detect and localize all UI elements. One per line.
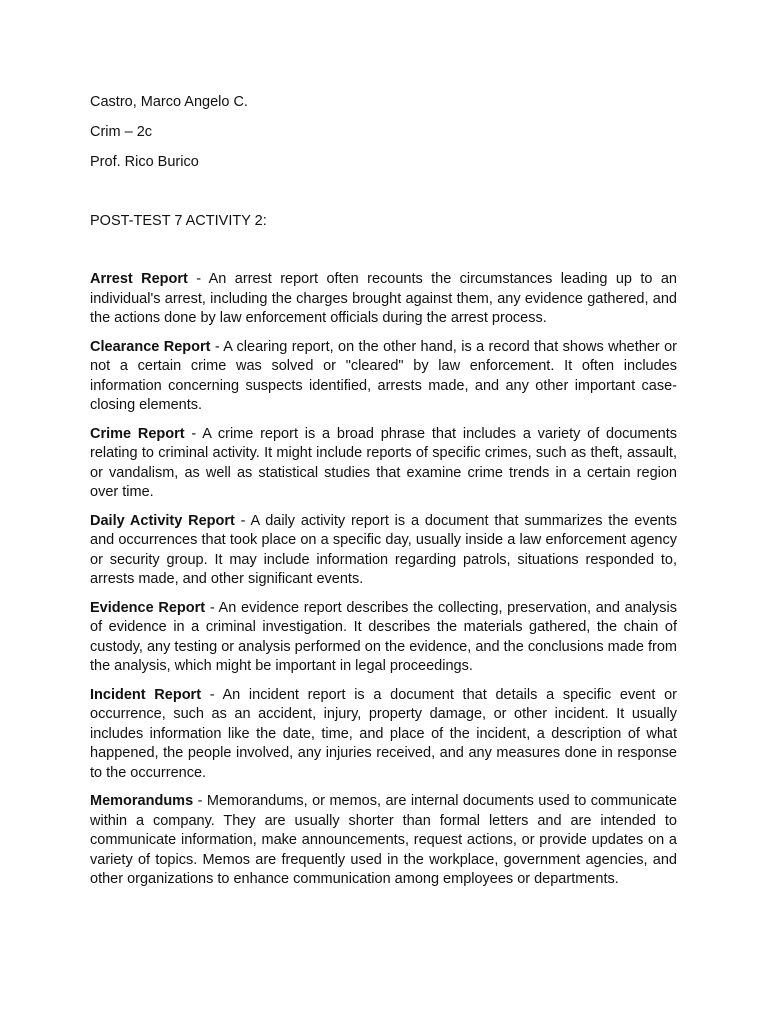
entry-term: Incident Report bbox=[90, 686, 202, 703]
entry-definition: - Memorandums, or memos, are internal documents used to communicate within a company. They are usually shorter than formal letters and are intended to communicate information, make announcements, request actions, or provide updates on a variety of topics. Memos are frequently used in the workplace, government agencies, and other organizations to enhance communication among employees or departments. bbox=[90, 793, 677, 887]
entry-definition: - An evidence report describes the collecting, preservation, and analysis of evidence in a criminal investigation. It describes the materials gathered, the chain of custody, any testing or analysis performed on the evidence, and the conclusions made from the analysis, which might be important in legal proceedings. bbox=[90, 599, 678, 674]
entry-definition: - A daily activity report is a document that summarizes the events and occurrences that took place on a specific day, usually inside a law enforcement agency or security group. It may include information regarding patrols, situations responded to, arrests made, and other significant events. bbox=[90, 512, 677, 587]
definition-entry-daily-activity-report bbox=[90, 512, 677, 590]
entry-definition: - An arrest report often recounts the circumstances leading up to an individual's arrest, including the charges brought against them, any evidence gathered, and the actions done by law enforcement officials during the arrest process. bbox=[90, 271, 677, 326]
definition-entry-evidence-report bbox=[90, 599, 677, 677]
definition-entry-clearance-report bbox=[90, 338, 677, 416]
entry-term: Clearance Report bbox=[90, 338, 211, 355]
definitions-list bbox=[90, 270, 677, 899]
definition-entry-arrest-report bbox=[90, 270, 677, 329]
student-name: Castro, Marco Angelo C. bbox=[90, 94, 248, 110]
entry-term: Arrest Report bbox=[90, 271, 188, 287]
entry-definition: - A clearing report, on the other hand, is a record that shows whether or not a certain crime was solved or "cleared" by law enforcement. It often includes information concerning suspects identified, arrests made, and any other important case-closing elements. bbox=[90, 338, 677, 413]
definition-entry-incident-report bbox=[90, 686, 677, 784]
entry-term: Memorandums bbox=[90, 793, 194, 809]
entry-definition: - A crime report is a broad phrase that includes a variety of documents relating to criminal activity. It might include reports of specific crimes, such as theft, assault, or vandalism, as well as statistical studies that examine crime trends in a certain region over time. bbox=[90, 425, 677, 500]
entry-definition: - An incident report is a document that details a specific event or occurrence, such as an accident, injury, property damage, or other incident. It usually includes information like the date, time, and place of the incident, a description of what happened, the people involved, any injuries received, and any measures done in response to the occurrence. bbox=[90, 686, 677, 781]
entry-term: Crime Report bbox=[90, 425, 185, 442]
definition-entry-crime-report bbox=[90, 425, 677, 503]
entry-term: Daily Activity Report bbox=[90, 512, 235, 529]
definition-entry-memorandums bbox=[90, 792, 677, 890]
professor-name: Prof. Rico Burico bbox=[90, 154, 199, 170]
activity-title: POST-TEST 7 ACTIVITY 2: bbox=[90, 213, 267, 229]
entry-term: Evidence Report bbox=[90, 599, 206, 616]
course-section: Crim – 2c bbox=[90, 124, 153, 140]
